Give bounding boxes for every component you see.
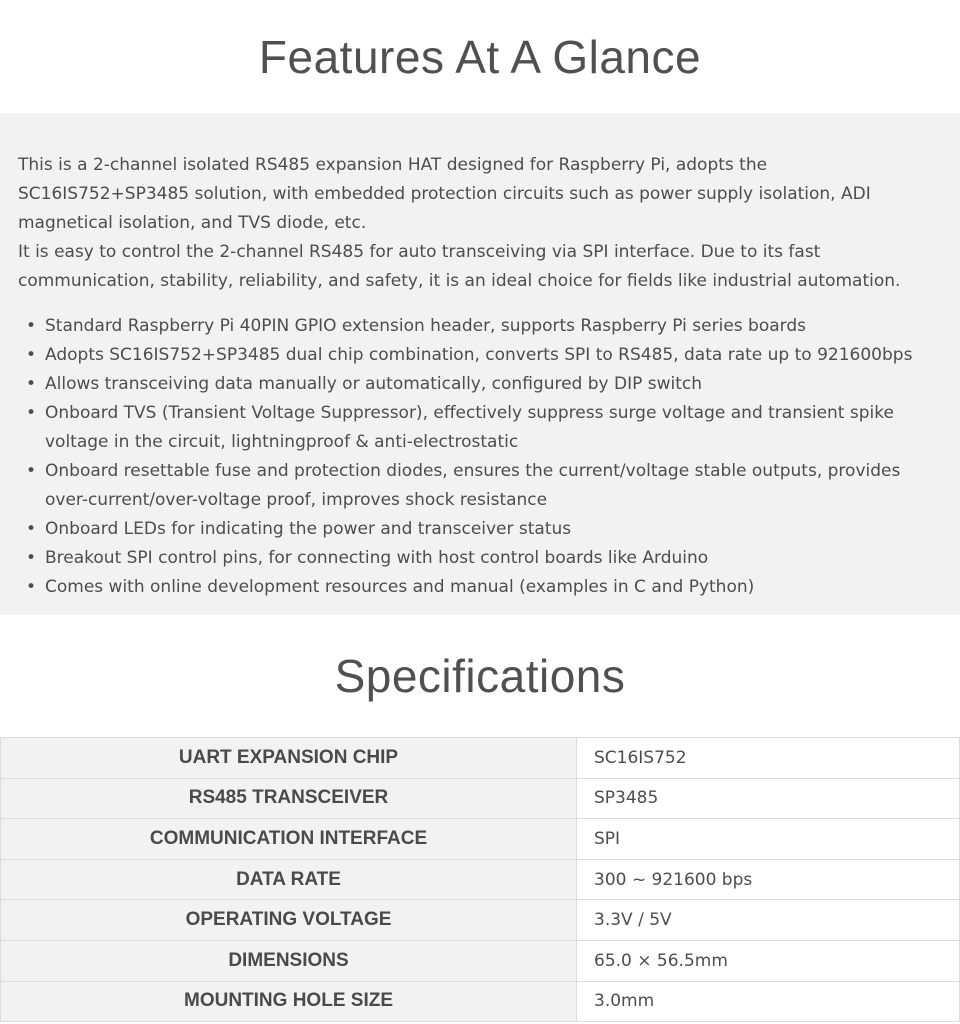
feature-item-text: Breakout SPI control pins, for connecting with host control boards like Arduino — [45, 548, 709, 568]
feature-item-text: Allows transceiving data manually or automatically, configured by DIP switch — [45, 374, 703, 394]
feature-item — [18, 399, 942, 457]
features-header — [0, 0, 960, 113]
feature-item — [18, 573, 942, 602]
feature-item — [18, 312, 942, 341]
spec-key: MOUNTING HOLE SIZE — [1, 981, 577, 1022]
intro-paragraph: It is easy to control the 2-channel RS485 for auto transceiving via SPI interface. Due to its fast communication, stability, reliability, and safety, it is an ideal choice for fields like industrial automation. — [18, 242, 901, 291]
table-row — [1, 819, 960, 860]
feature-list — [18, 312, 942, 602]
table-row — [1, 981, 960, 1022]
spec-value: SC16IS752 — [577, 738, 960, 779]
bullet-icon: • — [26, 461, 37, 481]
spec-value: 3.0mm — [577, 981, 960, 1022]
bullet-icon: • — [26, 403, 37, 423]
bullet-icon: • — [26, 519, 37, 539]
table-row — [1, 738, 960, 779]
feature-item — [18, 370, 942, 399]
spec-key: RS485 TRANSCEIVER — [1, 778, 577, 819]
specifications-title: Specifications — [334, 650, 626, 702]
spec-key: UART EXPANSION CHIP — [1, 738, 577, 779]
bullet-icon: • — [26, 345, 37, 365]
features-section — [0, 113, 960, 615]
feature-item-text: Onboard TVS (Transient Voltage Suppressor), effectively suppress surge voltage and transient spike voltage in the circuit, lightningproof & anti-electrostatic — [45, 403, 894, 452]
feature-item-text: Onboard resettable fuse and protection diodes, ensures the current/voltage stable outputs, provides over-current/over-voltage proof, improves shock resistance — [45, 461, 901, 510]
table-row — [1, 778, 960, 819]
spec-key: DIMENSIONS — [1, 940, 577, 981]
bullet-icon: • — [26, 577, 37, 597]
spec-value: SP3485 — [577, 778, 960, 819]
feature-item-text: Onboard LEDs for indicating the power and transceiver status — [45, 519, 572, 539]
intro-paragraph: This is a 2-channel isolated RS485 expansion HAT designed for Raspberry Pi, adopts the SC16IS752+SP3485 solution, with embedded protection circuits such as power supply isolation, ADI magnetical isolation, and TVS diode, etc. — [18, 155, 871, 233]
feature-item — [18, 341, 942, 370]
spec-key: COMMUNICATION INTERFACE — [1, 819, 577, 860]
spec-value: 300 ~ 921600 bps — [577, 859, 960, 900]
feature-item — [18, 544, 942, 573]
bullet-icon: • — [26, 374, 37, 394]
table-row — [1, 859, 960, 900]
features-title: Features At A Glance — [258, 30, 702, 83]
feature-item-text: Standard Raspberry Pi 40PIN GPIO extension header, supports Raspberry Pi series boards — [45, 316, 806, 336]
specifications-table — [0, 737, 960, 1022]
specifications-header — [0, 615, 960, 737]
spec-value: 65.0 × 56.5mm — [577, 940, 960, 981]
bullet-icon: • — [26, 316, 37, 336]
table-row — [1, 940, 960, 981]
spec-key: DATA RATE — [1, 859, 577, 900]
spec-value: 3.3V / 5V — [577, 900, 960, 941]
spec-key: OPERATING VOLTAGE — [1, 900, 577, 941]
feature-item-text: Comes with online development resources and manual (examples in C and Python) — [45, 577, 755, 597]
intro-text — [18, 151, 942, 296]
feature-item — [18, 457, 942, 515]
table-row — [1, 900, 960, 941]
feature-item-text: Adopts SC16IS752+SP3485 dual chip combination, converts SPI to RS485, data rate up to 921600bps — [45, 345, 913, 365]
spec-value: SPI — [577, 819, 960, 860]
feature-item — [18, 515, 942, 544]
bullet-icon: • — [26, 548, 37, 568]
